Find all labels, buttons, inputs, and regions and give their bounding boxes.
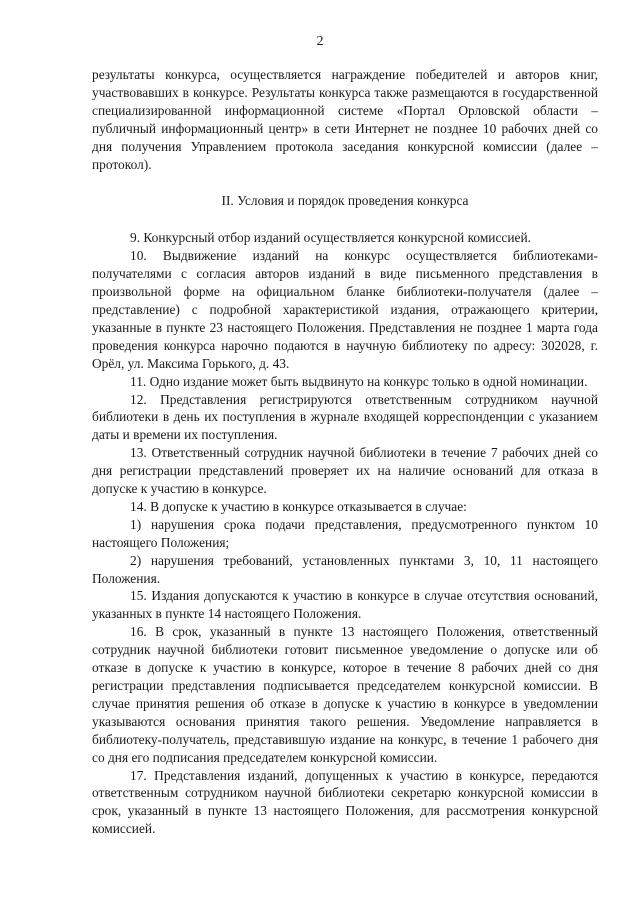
paragraph-10: 10. Выдвижение изданий на конкурс осуществляется библиотеками-получателями с согласия авторов изданий в виде письменного представления в произвольной форме на официальном бланке библиотеки-получателя (далее – представление) с подробной характеристикой издания, отражающего критерии, указанные в пункте 23 настоящего Положения. Представления не позднее 1 марта года проведения конкурса нарочно подаются в научную библиотеку по адресу: 302028, г. Орёл, ул. Максима Горького, д. 43. bbox=[92, 248, 598, 371]
paragraph-9: 9. Конкурсный отбор изданий осуществляется конкурсной комиссией. bbox=[130, 230, 531, 246]
paragraph-11: 11. Одно издание может быть выдвинуто на конкурс только в одной номинации. bbox=[130, 373, 588, 389]
paragraph-12: 12. Представления регистрируются ответственным сотрудником научной библиотеки в день их поступления в журнале входящей корреспонденции с указанием даты и времени их поступления. bbox=[92, 391, 598, 443]
paragraph-16: 16. В срок, указанный в пункте 13 настоящего Положения, ответственный сотрудник научной библиотеки готовит письменное уведомление о допуске или об отказе в допуске к участию в конкурсе, которое в течение 8 рабочих дней со дня регистрации представления подписывается председателем конкурсной комиссии. В случае принятия решения об отказе в допуске к участию в конкурсе в уведомлении указываются основания принятия такого решения. Уведомление направляется в библиотеку-получатель, представившую издание на конкурс, в течение 1 рабочего дня со дня его подписания председателем конкурсной комиссии. bbox=[92, 624, 598, 765]
paragraph-13: 13. Ответственный сотрудник научной библиотеки в течение 7 рабочих дней со дня регистрации представлений проверяет их на наличие оснований для отказа в допуске к участию в конкурсе. bbox=[92, 445, 598, 497]
paragraph-14-item-1: 1) нарушения срока подачи представления, предусмотренного пунктом 10 настоящего Положения; bbox=[92, 516, 598, 550]
paragraph-14-item-2: 2) нарушения требований, установленных пунктами 3, 10, 11 настоящего Положения. bbox=[92, 552, 598, 586]
document-body bbox=[92, 66, 598, 838]
page-number: 2 bbox=[316, 34, 324, 49]
section-heading: II. Условия и порядок проведения конкурса bbox=[221, 193, 469, 209]
paragraph-15: 15. Издания допускаются к участию в конкурсе в случае отсутствия оснований, указанных в пункте 14 настоящего Положения. bbox=[92, 588, 598, 622]
paragraph-14: 14. В допуске к участию в конкурсе отказывается в случае: bbox=[130, 498, 467, 514]
intro-paragraph: результаты конкурса, осуществляется награждение победителей и авторов книг, участвовавших в конкурсе. Результаты конкурса также размещаются в государственной специализированной информационной системе «Портал Орловской области – публичный информационный центр» в сети Интернет не позднее 10 рабочих дней со дня получения Управлением протокола заседания конкурсной комиссии (далее – протокол). bbox=[92, 67, 598, 172]
paragraph-17: 17. Представления изданий, допущенных к участию в конкурсе, передаются ответственным сотрудником научной библиотеки секретарю конкурсной комиссии в срок, указанный в пункте 13 настоящего Положения, для рассмотрения конкурсной комиссией. bbox=[92, 767, 598, 837]
